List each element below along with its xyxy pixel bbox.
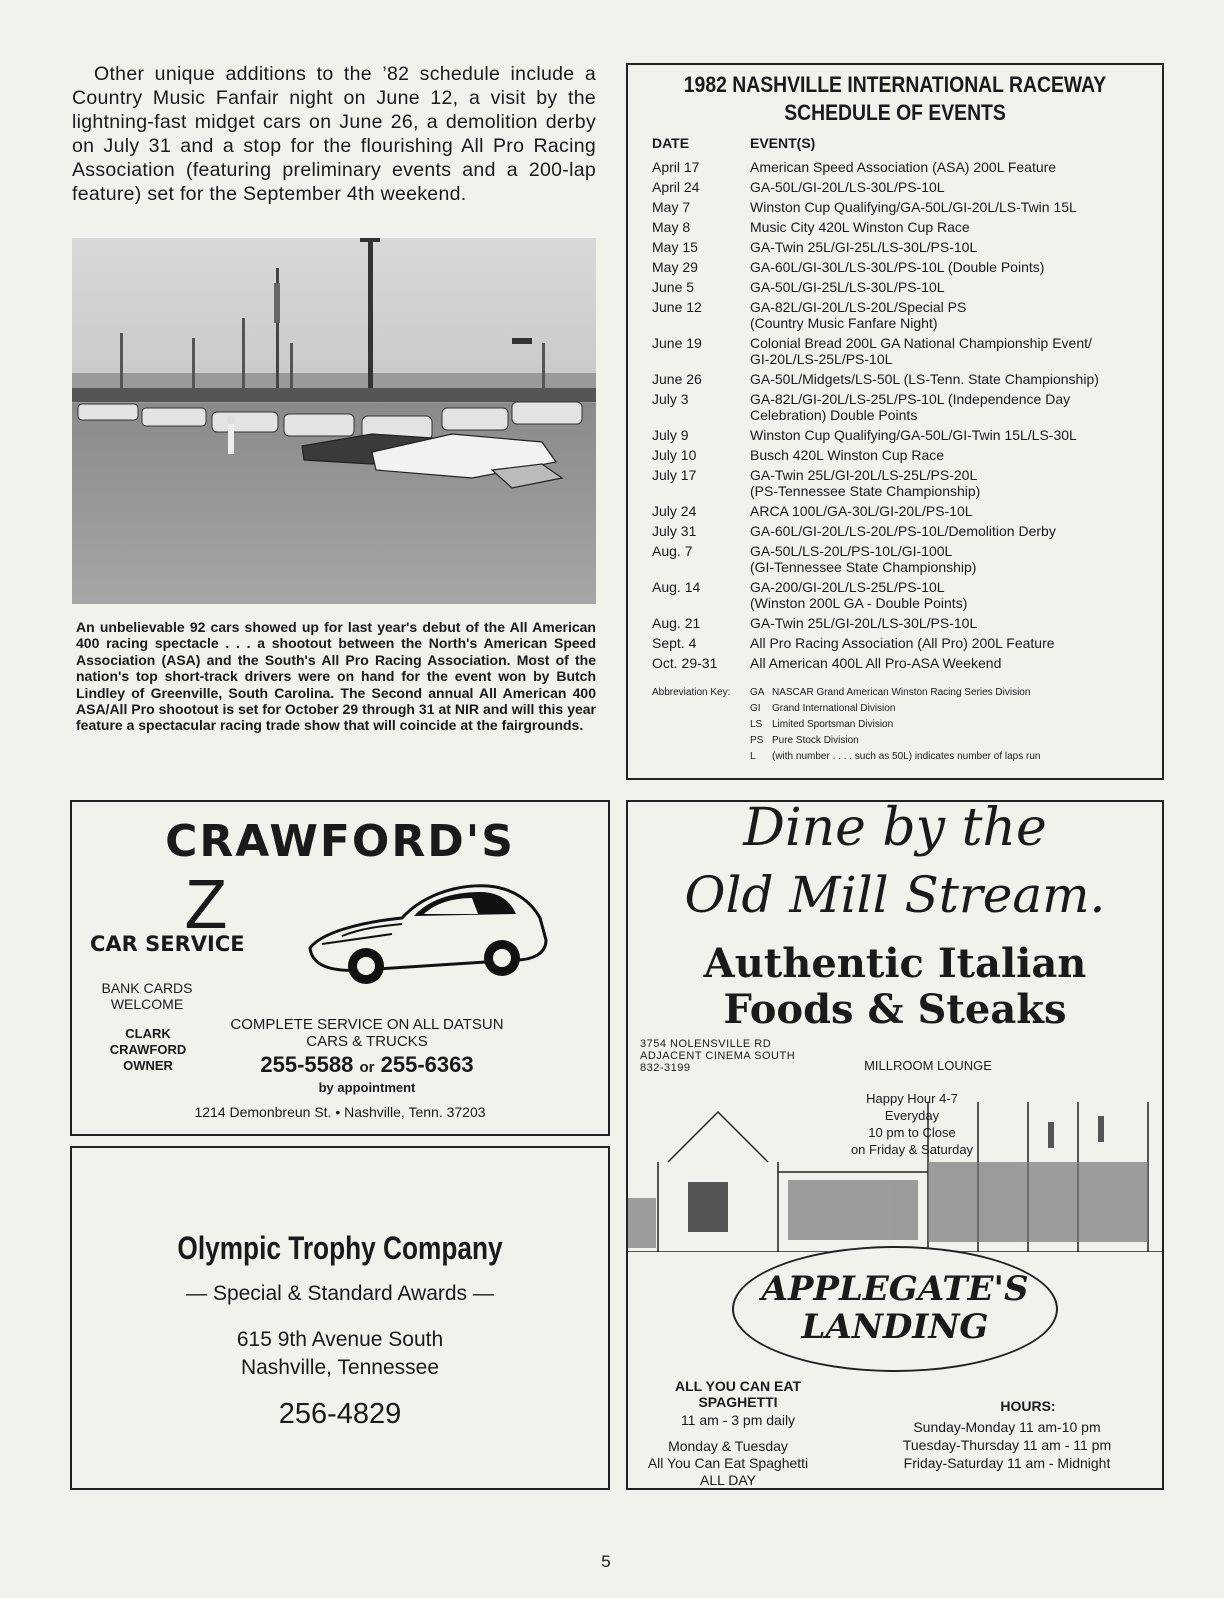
schedule-date: June 12 (652, 299, 702, 315)
abbreviation-code: GA (750, 687, 765, 698)
schedule-title (660, 71, 1130, 127)
crawford-phone-or: or (359, 1059, 375, 1076)
abbreviation-text: (with number . . . . such as 50L) indicates number of laps run (772, 751, 1041, 762)
schedule-date: Sept. 4 (652, 635, 697, 651)
dine-happy-hour: Happy Hour 4-7 Everyday 10 pm to Close on Friday & Saturday (850, 1091, 974, 1157)
schedule-date: Oct. 29-31 (652, 655, 718, 671)
schedule-event: Winston Cup Qualifying/GA-50L/GI-20L/LS-Twin 15L (750, 199, 1077, 215)
crawford-complete-service: COMPLETE SERVICE ON ALL DATSUN CARS & TRUCKS (230, 1016, 504, 1050)
schedule-event: GA-200/GI-20L/LS-25L/PS-10L (Winston 200L GA - Double Points) (750, 579, 968, 611)
schedule-title-line2: SCHEDULE OF EVENTS (784, 100, 1006, 125)
dine-millroom-lounge: MILLROOM LOUNGE (864, 1058, 992, 1073)
schedule-event: GA-50L/LS-20L/PS-10L/GI-100L (GI-Tennessee State Championship) (750, 543, 977, 575)
abbreviation-text: Limited Sportsman Division (772, 719, 894, 730)
photo-caption: An unbelievable 92 cars showed up for last year's debut of the All American 400 racing spectacle . . . a shootout between the North's American Speed Association (ASA) and the South's All Pro Racing Association. Most of the nation's top short-track drivers were on hand for the event won by Butch Lindley of Greenville, South Carolina. The Second annual All American 400 ASA/All Pro shootout is set for October 29 through 31 at NIR and will this year feature a spectacular racing trade show that will coincide at the fairgrounds. (76, 619, 596, 734)
schedule-event: GA-50L/GI-20L/LS-30L/PS-10L (750, 179, 945, 195)
schedule-date: July 24 (652, 503, 697, 519)
olympic-address-2: Nashville, Tennessee (240, 1356, 440, 1379)
schedule-date: June 19 (652, 335, 702, 351)
schedule-event: Winston Cup Qualifying/GA-50L/GI-Twin 15L/LS-30L (750, 427, 1077, 443)
crawford-address: 1214 Demonbreun St. • Nashville, Tenn. 37203 (194, 1104, 486, 1120)
crawford-phones (222, 1052, 512, 1078)
dine-address: 3754 NOLENSVILLE RD ADJACENT CINEMA SOUTH 832-3199 (640, 1038, 796, 1074)
dine-authentic-italian: Authentic Italian (703, 940, 1087, 987)
schedule-date: Aug. 7 (652, 543, 693, 559)
crawford-appointment: by appointment (318, 1080, 416, 1095)
olympic-address-1: 615 9th Avenue South (236, 1328, 444, 1351)
applegates-landing-logo-text: APPLEGATE'S LANDING (761, 1269, 1029, 1347)
date-column-header: DATE (652, 135, 690, 151)
schedule-event: GA-60L/GI-30L/LS-30L/PS-10L (Double Points) (750, 259, 1045, 275)
schedule-date: June 5 (652, 279, 695, 295)
olympic-subtitle: — Special & Standard Awards — (186, 1282, 494, 1305)
schedule-date: May 7 (652, 199, 691, 215)
schedule-event: All Pro Racing Association (All Pro) 200L Feature (750, 635, 1055, 651)
schedule-date: July 9 (652, 427, 689, 443)
schedule-date: Aug. 14 (652, 579, 701, 595)
schedule-date: May 8 (652, 219, 691, 235)
schedule-event: GA-Twin 25L/GI-20L/LS-25L/PS-20L (PS-Tennessee State Championship) (750, 467, 981, 499)
schedule-event: Busch 420L Winston Cup Race (750, 447, 945, 463)
schedule-date: July 3 (652, 391, 689, 407)
race-cars-photo-image (72, 238, 596, 604)
schedule-date: July 10 (652, 447, 697, 463)
crawford-owner: CLARK CRAWFORD OWNER (109, 1026, 187, 1073)
dine-hours: Sunday-Monday 11 am-10 pm Tuesday-Thursday 11 am - 11 pm Friday-Saturday 11 am - Midnight (902, 1419, 1112, 1471)
olympic-title: Olympic Trophy Company (177, 1230, 503, 1266)
dine-spaghetti-hours: 11 am - 3 pm daily (680, 1412, 796, 1428)
crawford-phone-2: 255-6363 (380, 1052, 474, 1077)
dine-spaghetti: ALL YOU CAN EAT SPAGHETTI (674, 1378, 801, 1410)
dine-script-line1: Dine by the (743, 800, 1047, 858)
schedule-event: GA-Twin 25L/GI-25L/LS-30L/PS-10L (750, 239, 978, 255)
schedule-date: April 17 (652, 159, 700, 175)
abbreviation-text: Pure Stock Division (772, 735, 859, 746)
schedule-event: GA-Twin 25L/GI-20L/LS-30L/PS-10L (750, 615, 978, 631)
schedule-date: July 31 (652, 523, 697, 539)
schedule-event: American Speed Association (ASA) 200L Feature (750, 159, 1057, 175)
schedule-date: June 26 (652, 371, 702, 387)
schedule-date: April 24 (652, 179, 700, 195)
applegates-landing-logo (732, 1246, 1058, 1372)
schedule-event: GA-50L/GI-25L/LS-30L/PS-10L (750, 279, 945, 295)
crawford-title: CRAWFORD'S (165, 816, 515, 867)
abbreviation-code: GI (750, 703, 761, 714)
crawford-ad (70, 800, 610, 1136)
schedule-event: Colonial Bread 200L GA National Championship Event/ GI-20L/LS-25L/PS-10L (750, 335, 1092, 367)
crawford-phone-1: 255-5588 (260, 1052, 354, 1077)
schedule-event: ARCA 100L/GA-30L/GI-20L/PS-10L (750, 503, 973, 519)
race-cars-photo (72, 238, 596, 604)
abbreviation-text: Grand International Division (772, 703, 896, 714)
schedule-event: Music City 420L Winston Cup Race (750, 219, 970, 235)
schedule-title-line1: 1982 NASHVILLE INTERNATIONAL RACEWAY (683, 72, 1107, 97)
abbreviation-key-label: Abbreviation Key: (652, 687, 731, 698)
event-column-header: EVENT(S) (750, 135, 816, 151)
crawford-bank-cards: BANK CARDS WELCOME (101, 980, 193, 1012)
crawford-z-letter: Z (184, 865, 228, 943)
abbreviation-text: NASCAR Grand American Winston Racing Series Division (772, 687, 1031, 698)
schedule-date: Aug. 21 (652, 615, 701, 631)
crawford-car-service: CAR SERVICE (90, 932, 245, 956)
abbreviation-code: LS (750, 719, 763, 730)
dine-hours-heading: HOURS: (1000, 1398, 1056, 1414)
olympic-phone: 256-4829 (278, 1398, 402, 1430)
schedule-event: GA-60L/GI-20L/LS-20L/PS-10L/Demolition Derby (750, 523, 1056, 539)
schedule-box (626, 63, 1164, 780)
schedule-event: GA-82L/GI-20L/LS-25L/PS-10L (Independence Day Celebration) Double Points (750, 391, 1071, 423)
schedule-date: May 29 (652, 259, 698, 275)
datsun-car-icon (302, 874, 552, 994)
abbreviation-code: L (750, 751, 756, 762)
dine-monday-tuesday: Monday & Tuesday All You Can Eat Spaghetti ALL DAY (647, 1438, 809, 1488)
dine-foods-steaks: Foods & Steaks (723, 986, 1067, 1033)
schedule-event: GA-50L/Midgets/LS-50L (LS-Tenn. State Championship) (750, 371, 1099, 387)
olympic-trophy-ad (70, 1146, 610, 1490)
schedule-event: GA-82L/GI-20L/LS-20L/Special PS (Country Music Fanfare Night) (750, 299, 967, 331)
schedule-date: July 17 (652, 467, 697, 483)
intro-paragraph: Other unique additions to the ’82 schedule include a Country Music Fanfair night on June 12, a visit by the lightning-fast midget cars on June 26, a demolition derby on July 31 and a stop for the flourishing All Pro Racing Association (featuring preliminary events and a 200-lap feature) set for the September 4th weekend. (72, 63, 596, 205)
schedule-date: May 15 (652, 239, 698, 255)
abbreviation-code: PS (750, 735, 764, 746)
schedule-event: All American 400L All Pro-ASA Weekend (750, 655, 1002, 671)
dine-script-line2: Old Mill Stream. (684, 866, 1106, 924)
page-number: 5 (601, 1552, 611, 1571)
applegates-landing-ad (626, 800, 1164, 1490)
